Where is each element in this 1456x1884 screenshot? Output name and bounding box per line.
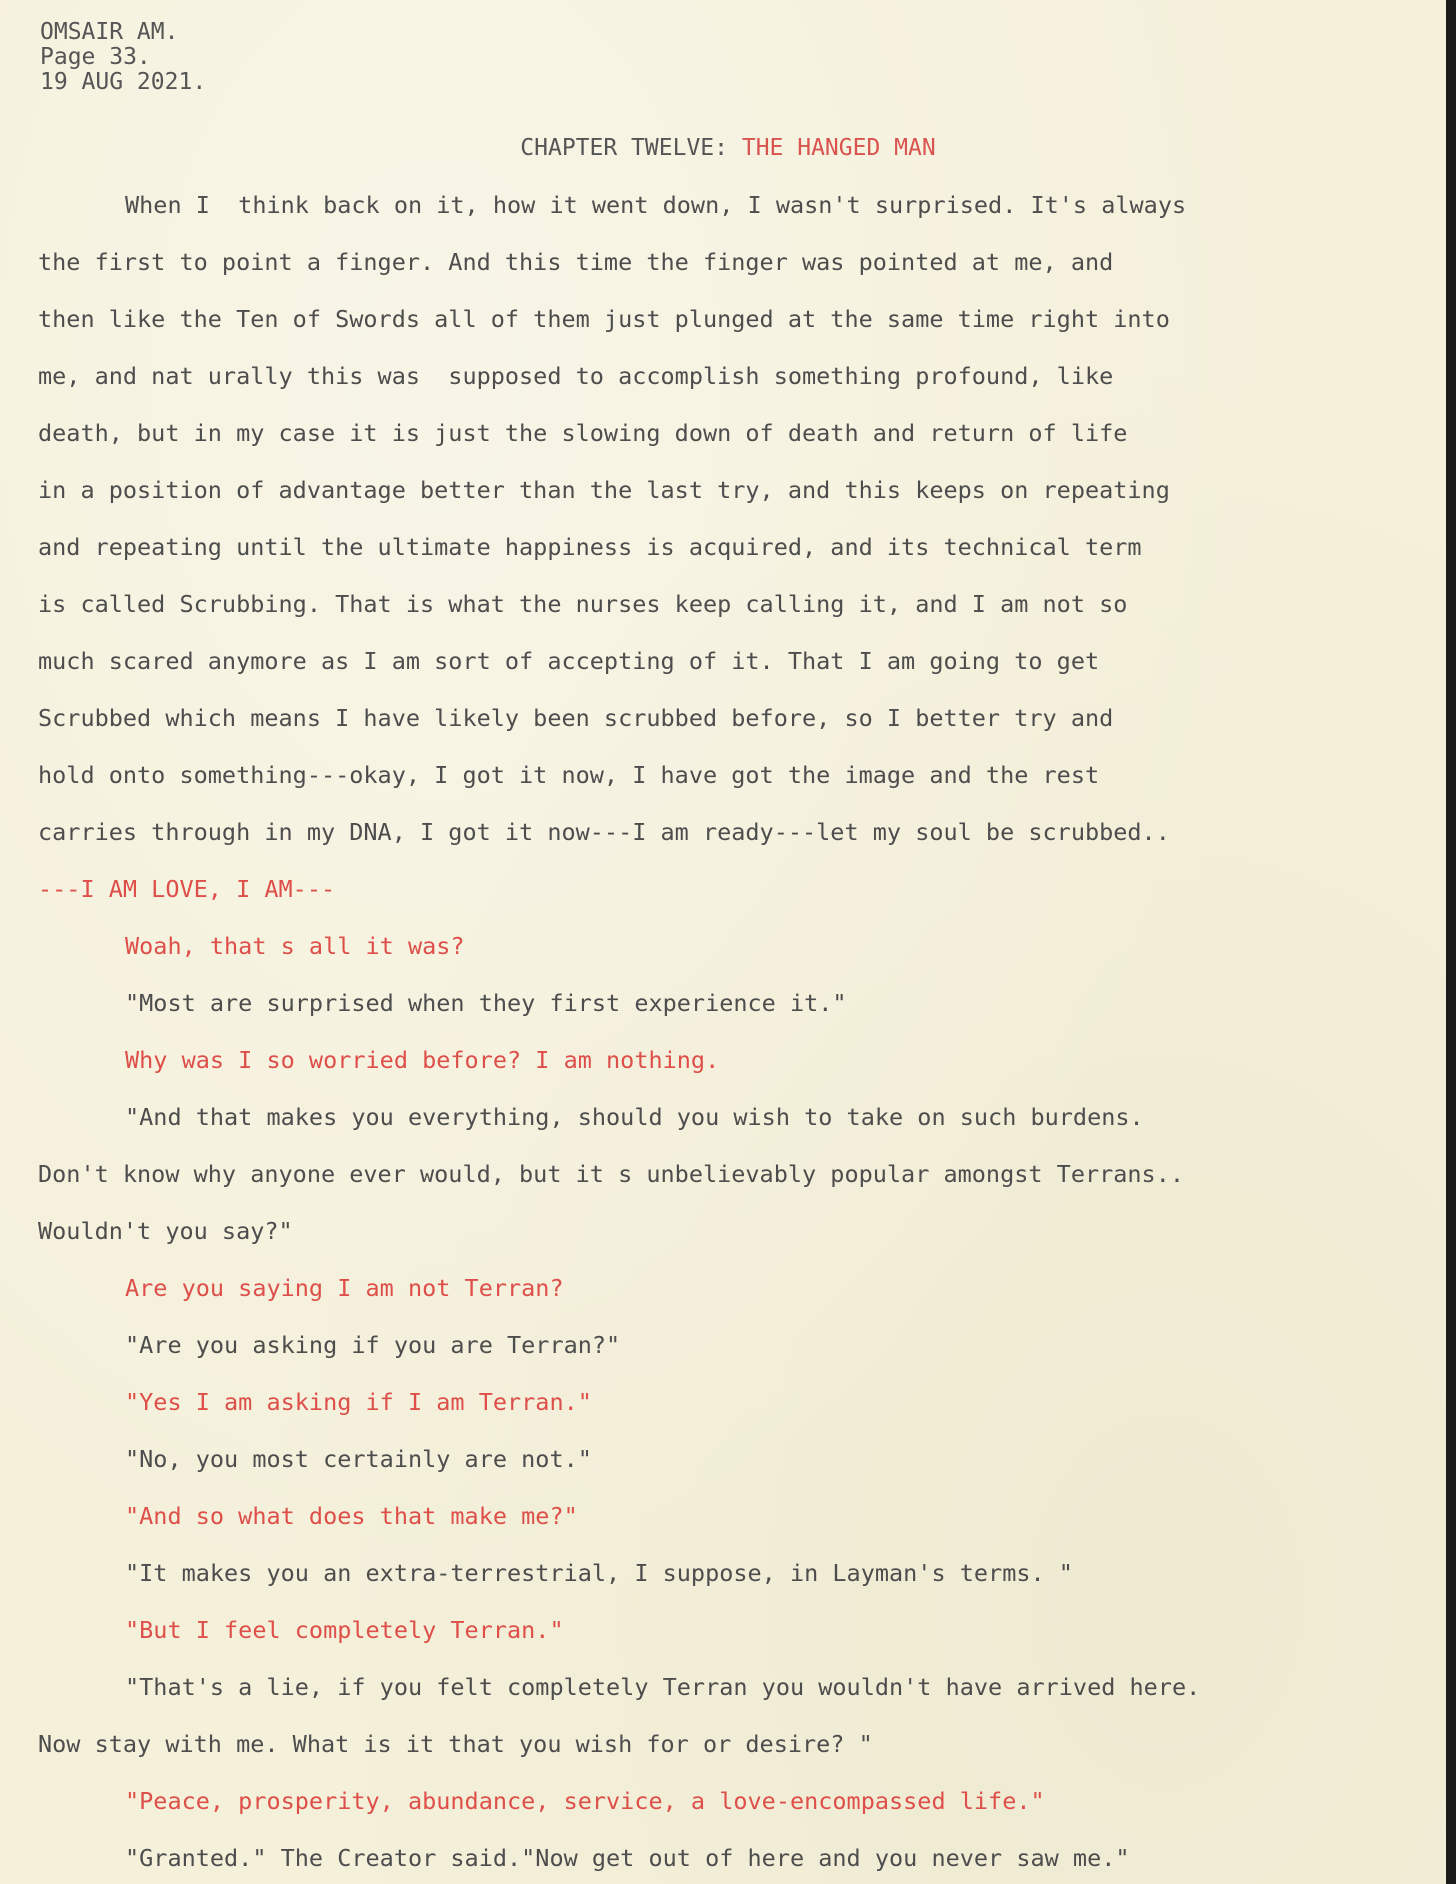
body-line: Why was I so worried before? I am nothing.	[125, 1046, 720, 1074]
body-line: "Are you asking if you are Terran?"	[125, 1331, 621, 1359]
body-line: Woah, that s all it was?	[125, 932, 465, 960]
header-author: OMSAIR AM.	[40, 19, 179, 45]
chapter-title-prefix: CHAPTER TWELVE:	[520, 135, 742, 161]
body-line: Are you saying I am not Terran?	[125, 1274, 564, 1302]
body-line: "Most are surprised when they first experience it."	[125, 989, 847, 1017]
body-line: "And so what does that make me?"	[125, 1502, 578, 1530]
body-line: "And that makes you everything, should you wish to take on such burdens.	[125, 1103, 1144, 1131]
body-line: Now stay with me. What is it that you wish for or desire? "	[38, 1730, 873, 1758]
body-line: then like the Ten of Swords all of them just plunged at the same time right into	[38, 305, 1170, 333]
page-header	[40, 20, 206, 95]
body-line: "No, you most certainly are not."	[125, 1445, 592, 1473]
scan-edge	[1446, 0, 1456, 1884]
body-line: ---I AM LOVE, I AM---	[38, 875, 336, 903]
chapter-title-name: THE HANGED MAN	[741, 135, 936, 161]
body-line: much scared anymore as I am sort of accepting of it. That I am going to get	[38, 647, 1100, 675]
body-line: carries through in my DNA, I got it now---I am ready---let my soul be scrubbed..	[38, 818, 1170, 846]
body-line: hold onto something---okay, I got it now, I have got the image and the rest	[38, 761, 1100, 789]
body-line: is called Scrubbing. That is what the nurses keep calling it, and I am not so	[38, 590, 1128, 618]
body-line: "That's a lie, if you felt completely Terran you wouldn't have arrived here.	[125, 1673, 1201, 1701]
body-line: and repeating until the ultimate happiness is acquired, and its technical term	[38, 533, 1142, 561]
body-line: "Granted." The Creator said."Now get out of here and you never saw me."	[125, 1844, 1130, 1872]
body-line: in a position of advantage better than the last try, and this keeps on repeating	[38, 476, 1170, 504]
body-line: Scrubbed which means I have likely been scrubbed before, so I better try and	[38, 704, 1114, 732]
body-line: Don't know why anyone ever would, but it s unbelievably popular amongst Terrans..	[38, 1160, 1185, 1188]
body-line: "Peace, prosperity, abundance, service, a love-encompassed life."	[125, 1787, 1045, 1815]
body-line: "Yes I am asking if I am Terran."	[125, 1388, 592, 1416]
body-line: When I think back on it, how it went down, I wasn't surprised. It's always	[125, 191, 1187, 219]
chapter-title	[0, 135, 1456, 161]
body-line: death, but in my case it is just the slowing down of death and return of life	[38, 419, 1128, 447]
body-line: Wouldn't you say?"	[38, 1217, 293, 1245]
body-line: the first to point a finger. And this time the finger was pointed at me, and	[38, 248, 1114, 276]
body-line: "It makes you an extra-terrestrial, I suppose, in Layman's terms. "	[125, 1559, 1073, 1587]
body-line: "But I feel completely Terran."	[125, 1616, 564, 1644]
header-page-number: Page 33.	[40, 44, 151, 70]
header-date: 19 AUG 2021.	[40, 69, 207, 95]
body-line: me, and nat urally this was supposed to accomplish something profound, like	[38, 362, 1114, 390]
